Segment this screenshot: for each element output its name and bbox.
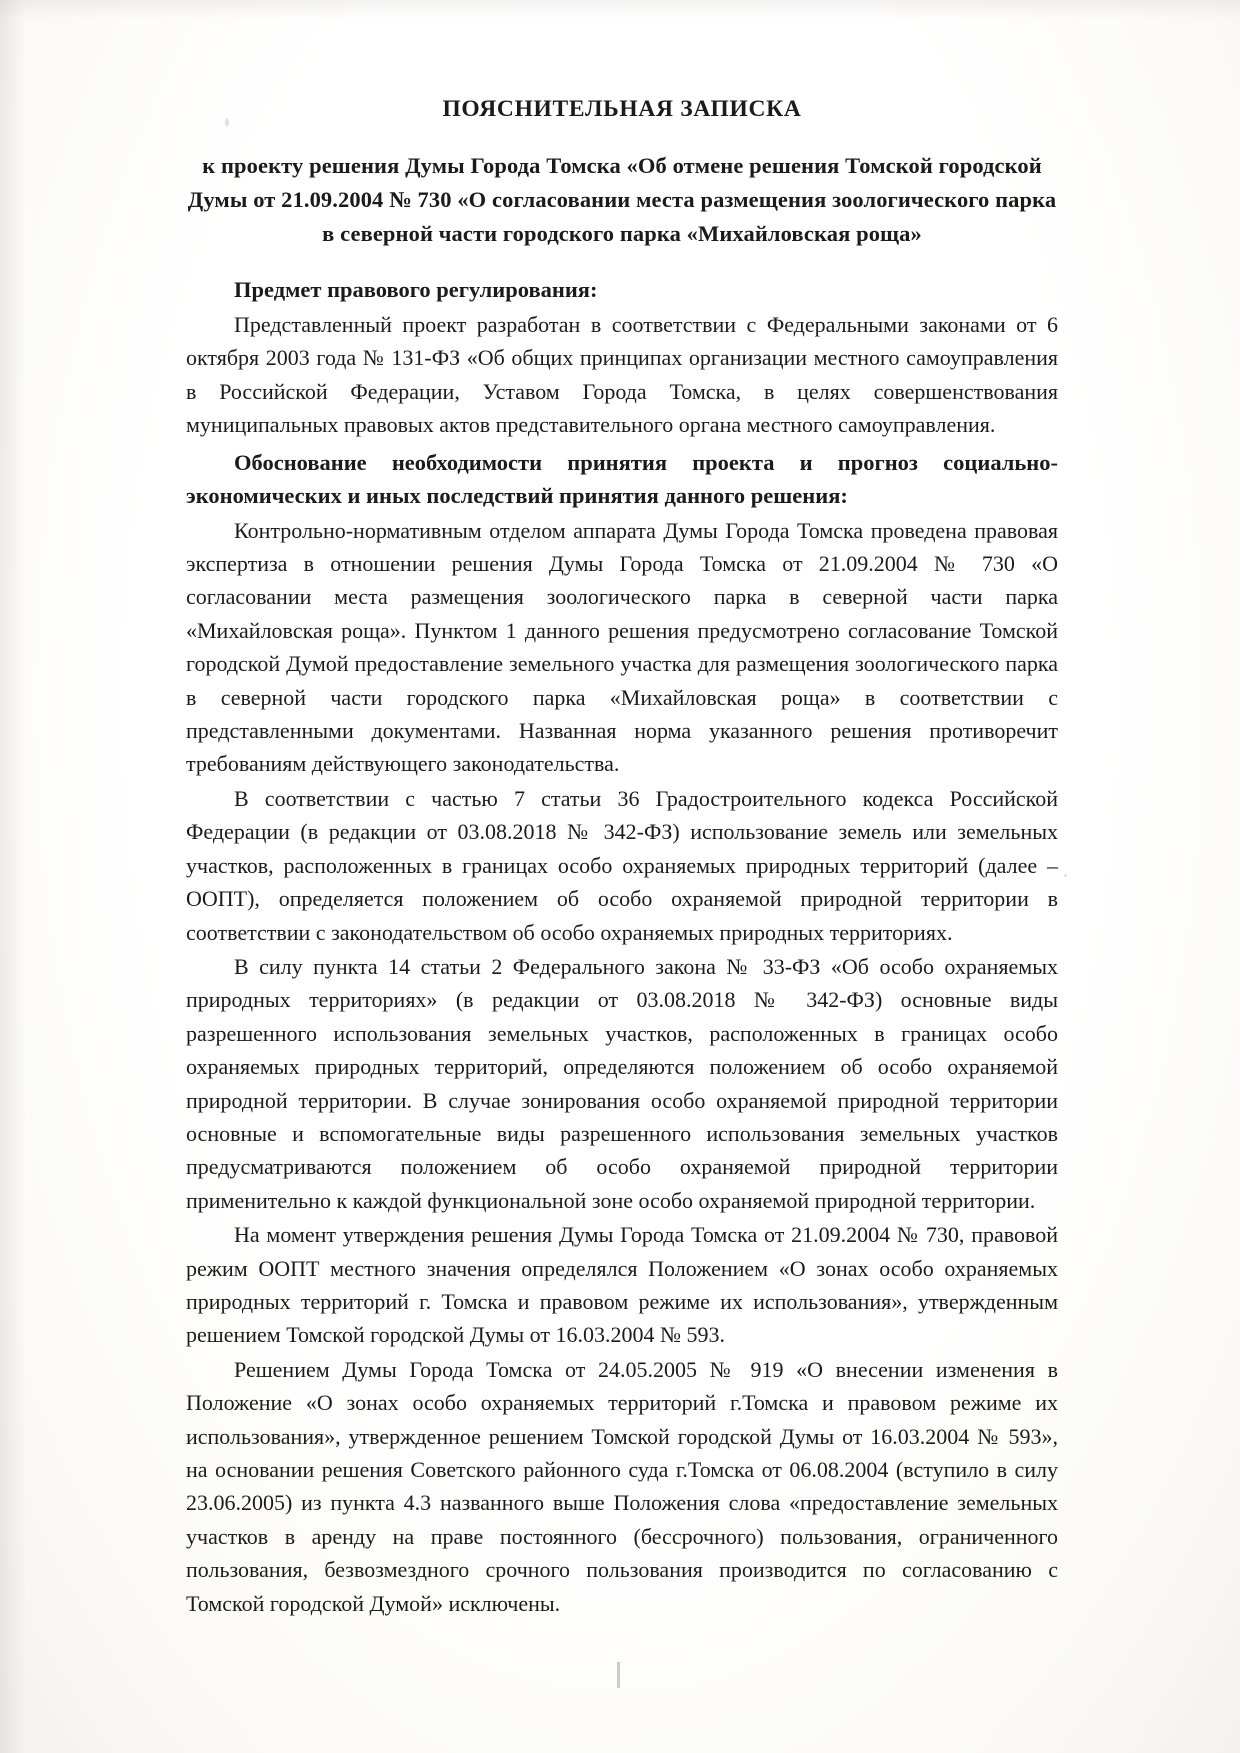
paragraph: На момент утверждения решения Думы Города Томска от 21.09.2004 № 730, правовой режим ООПТ местного значения определялся Положением «О зонах особо охраняемых природных территорий г. Томска и правовом режиме их использования», утвержденным решением Томской городской Думы от 16.03.2004 № 593. (186, 1222, 1058, 1348)
document-body (186, 96, 1058, 1621)
paragraph: Решением Думы Города Томска от 24.05.2005 № 919 «О внесении изменения в Положение «О зонах особо охраняемых территорий г.Томска и правовом режиме их использования», утвержденное решением Томской городской Думы от 16.03.2004 № 593», на основании решения Советского районного суда г.Томска от 06.08.2004 (вступило в силу 23.06.2005) из пункта 4.3 названного выше Положения слова «предоставление земельных участков в аренду на праве постоянного (бессрочного) пользования, ограниченного пользования, безвозмездного срочного пользования производится по согласованию с Томской городской Думой» исключены. (186, 1356, 1058, 1616)
page-edge-shadow-top (0, 0, 1240, 20)
paragraph: Контрольно-нормативным отделом аппарата Думы Города Томска проведена правовая экспертиза в отношении решения Думы Города Томска от 21.09.2004 № 730 «О согласовании места размещения зоологического парка в северной части парка «Михайловская роща». Пунктом 1 данного решения предусмотрено согласование Томской городской Думой предоставление земельного участка для размещения зоологического парка в северной части городского парка «Михайловская роща» в соответствии с представленными документами. Названная норма указанного решения противоречит требованиям действующего законодательства. (186, 517, 1058, 777)
page-footer-mark (617, 1662, 620, 1688)
paragraph: В соответствии с частью 7 статьи 36 Градостроительного кодекса Российской Федерации (в редакции от 03.08.2018 № 342-ФЗ) использование земель или земельных участков, расположенных в границах особо охраняемых природных территорий (далее – ООПТ), определяется положением об особо охраняемой природной территории в соответствии с законодательством об особо охраняемых природных территориях. (186, 785, 1058, 945)
section-heading-justification: Обоснование необходимости принятия проекта и прогноз социально-экономических и иных последствий принятия данного решения: (186, 449, 1058, 508)
section-heading-subject: Предмет правового регулирования: (234, 277, 598, 302)
scan-speck (1064, 874, 1067, 877)
document-subtitle: к проекту решения Думы Города Томска «Об отмене решения Томской городской Думы от 21.09.2004 № 730 «О согласовании места размещения зоологического парка в северной части городского парка «Михайловская роща» (187, 153, 1057, 246)
page-title: ПОЯСНИТЕЛЬНАЯ ЗАПИСКА (442, 96, 802, 122)
page-edge-shadow-left (0, 0, 26, 1753)
paragraph: Представленный проект разработан в соответствии с Федеральными законами от 6 октября 2003 года № 131-ФЗ «Об общих принципах организации местного самоуправления в Российской Федерации, Уставом Города Томска, в целях совершенствования муниципальных правовых актов представительного органа местного самоуправления. (186, 312, 1058, 438)
paragraph: В силу пункта 14 статьи 2 Федерального закона № 33-ФЗ «Об особо охраняемых природных территориях» (в редакции от 03.08.2018 № 342-ФЗ) основные виды разрешенного использования земельных участков, расположенных в границах особо охраняемых природных территорий, определяются положением об особо охраняемой природной территории. В случае зонирования особо охраняемой природной территории основные и вспомогательные виды разрешенного использования земельных участков предусматриваются положением об особо охраняемой природной территории применительно к каждой функциональной зоне особо охраняемой природной территории. (186, 953, 1058, 1213)
